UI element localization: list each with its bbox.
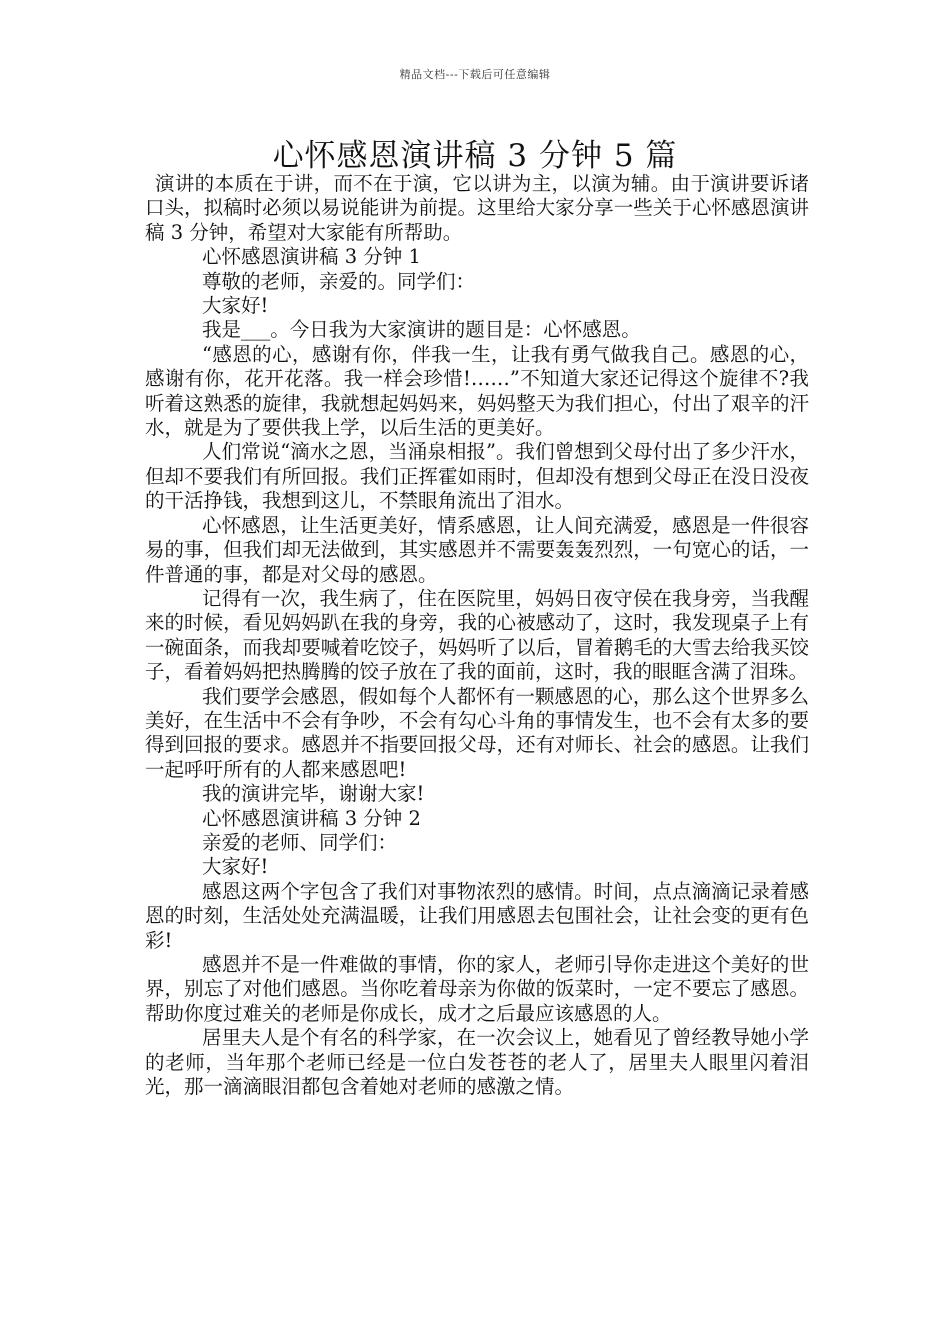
document-body xyxy=(145,172,809,1099)
header-note: 精品文档---下载后可任意编辑 xyxy=(399,68,551,81)
document-title: 心怀感恩演讲稿 3 分钟 5 篇 xyxy=(272,138,678,174)
body-paragraph: “感恩的心，感谢有你，伴我一生，让我有勇气做我自己。感恩的心，感谢有你，花开花落。我一样会珍惜!……”不知道大家还记得这个旋律不?我听着这熟悉的旋律，我就想起妈妈来，妈妈整天为我们担心，付出了艰辛的汗水，就是为了要供我上学，以后生活的更美好。 xyxy=(145,342,809,440)
body-paragraph: 记得有一次，我生病了，住在医院里，妈妈日夜守侯在我身旁，当我醒来的时候，看见妈妈趴在我的身旁，我的心被感动了，这时，我发现桌子上有一碗面条，而我却要喊着吃饺子，妈妈听了以后，冒着鹅毛的大雪去给我买饺子，看着妈妈把热腾腾的饺子放在了我的面前，这时，我的眼眶含满了泪珠。 xyxy=(145,586,809,684)
section-heading-2: 心怀感恩演讲稿 3 分钟 2 xyxy=(202,806,421,830)
body-paragraph: 居里夫人是个有名的科学家，在一次会议上，她看见了曾经教导她小学的老师，当年那个老师已经是一位白发苍苍的老人了，居里夫人眼里闪着泪光，那一滴滴眼泪都包含着她对老师的感激之情。 xyxy=(145,1026,809,1099)
closing-line: 我的演讲完毕，谢谢大家! xyxy=(202,782,425,806)
salutation: 亲爱的老师、同学们： xyxy=(202,830,398,854)
salutation: 尊敬的老师，亲爱的。同学们： xyxy=(202,269,476,293)
body-paragraph: 感恩并不是一件难做的事情，你的家人，老师引导你走进这个美好的世界，别忘了对他们感恩。当你吃着母亲为你做的饭菜时，一定不要忘了感恩。帮助你度过难关的老师是你成长，成才之后最应该感恩的人。 xyxy=(145,953,809,1025)
body-paragraph: 我们要学会感恩，假如每个人都怀有一颗感恩的心，那么这个世界多么美好，在生活中不会有争吵，不会有勾心斗角的事情发生，也不会有太多的要得到回报的要求。感恩并不指要回报父母，还有对师长、社会的感恩。让我们一起呼吁所有的人都来感恩吧! xyxy=(145,684,809,781)
body-paragraph: 我是___。今日我为大家演讲的题目是：心怀感恩。 xyxy=(202,318,641,342)
body-paragraph: 感恩这两个字包含了我们对事物浓烈的感情。时间，点点滴滴记录着感恩的时刻，生活处处充满温暖，让我们用感恩去包围社会，让社会变的更有色彩! xyxy=(145,879,809,952)
greeting: 大家好! xyxy=(202,294,269,318)
greeting: 大家好! xyxy=(202,855,269,879)
body-paragraph: 心怀感恩，让生活更美好，情系感恩，让人间充满爱，感恩是一件很容易的事，但我们却无法做到，其实感恩并不需要轰轰烈烈，一句宽心的话，一件普通的事，都是对父母的感恩。 xyxy=(145,513,809,586)
section-heading-1: 心怀感恩演讲稿 3 分钟 1 xyxy=(202,245,421,269)
body-paragraph: 人们常说“滴水之恩，当涌泉相报”。我们曾想到父母付出了多少汗水，但却不要我们有所回报。我们正挥霍如雨时，但却没有想到父母正在没日没夜的干活挣钱，我想到这儿，不禁眼角流出了泪水。 xyxy=(145,440,809,513)
intro-paragraph: 演讲的本质在于讲，而不在于演，它以讲为主，以演为辅。由于演讲要诉诸口头，拟稿时必须以易说能讲为前提。这里给大家分享一些关于心怀感恩演讲稿 3 分钟，希望对大家能有所帮助。 xyxy=(145,172,809,244)
